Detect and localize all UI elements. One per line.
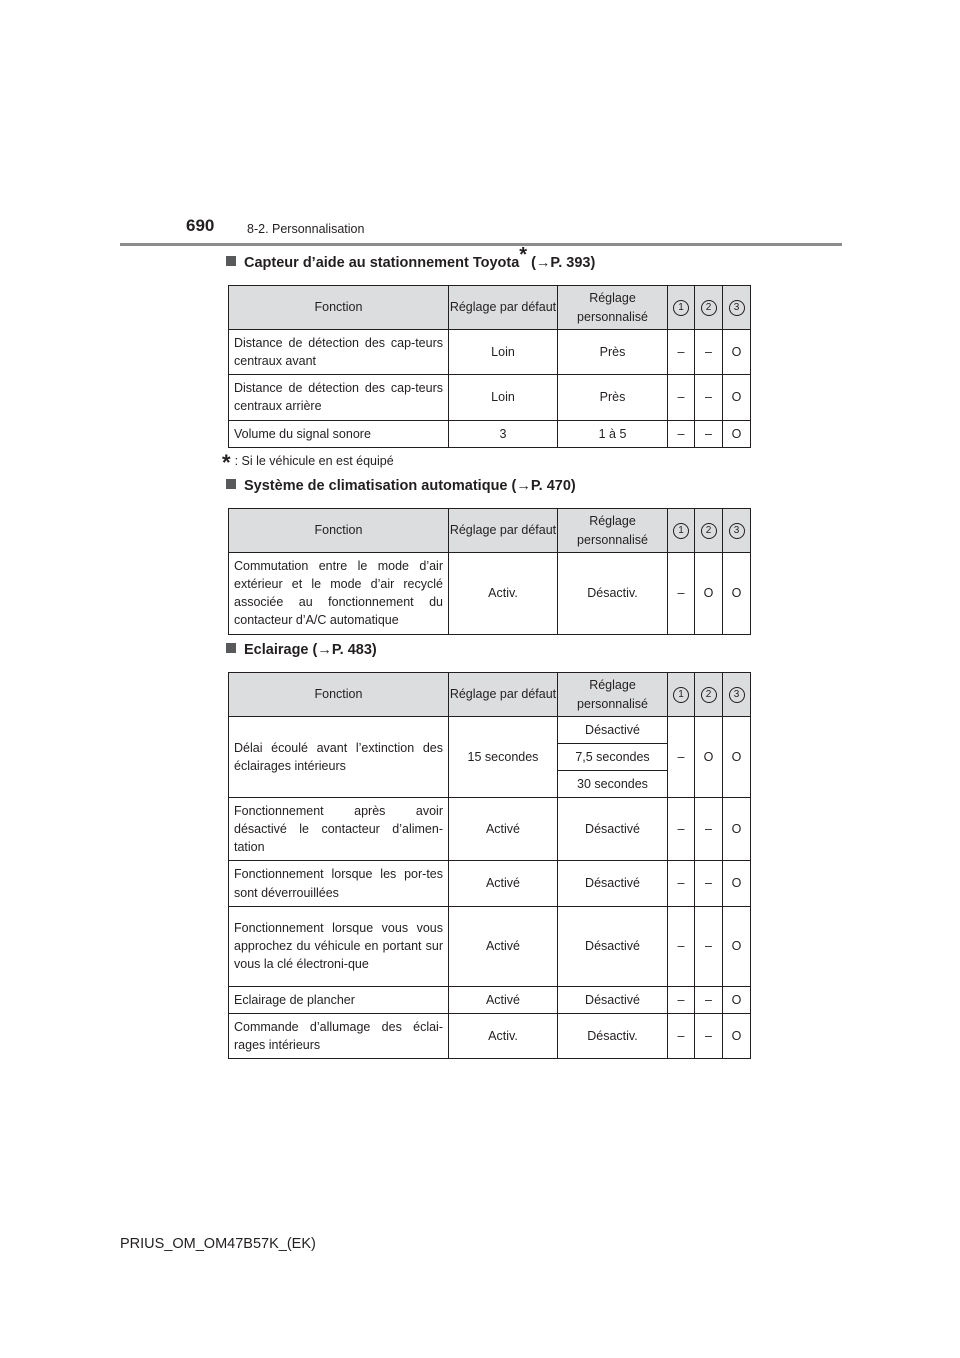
cell-custom: Près (558, 330, 668, 375)
cell-custom: Près (558, 375, 668, 420)
cell-custom: Désactiv. (558, 1013, 668, 1058)
table-row (229, 375, 751, 420)
cell-fonction: Distance de détection des cap-teurs centraux arrière (229, 375, 449, 420)
cell-c3: O (723, 861, 751, 906)
header-col-1 (668, 286, 695, 330)
header-col-3 (723, 286, 751, 330)
cell-custom: 1 à 5 (558, 420, 668, 447)
cell-default: Loin (449, 330, 558, 375)
table-row (229, 906, 751, 986)
circled-number-1: 1 (673, 523, 689, 539)
footnote-text: : Si le véhicule en est équipé (234, 454, 394, 468)
circled-number-2: 2 (701, 687, 717, 703)
header-custom: Réglage personnalisé (558, 673, 668, 717)
cell-fonction: Fonctionnement après avoir désactivé le contacteur d’alimen-tation (229, 798, 449, 861)
section-heading-climate (226, 478, 576, 494)
square-bullet-icon (226, 479, 236, 489)
cell-c1: – (668, 861, 695, 906)
header-col-3 (723, 673, 751, 717)
cell-c3: O (723, 1013, 751, 1058)
cell-c2: O (695, 553, 723, 635)
cell-custom-option: 30 secondes (558, 771, 668, 798)
cell-c1: – (668, 906, 695, 986)
table-row (229, 798, 751, 861)
cell-custom: Désactivé (558, 986, 668, 1013)
climate-table (228, 508, 751, 635)
circled-number-1: 1 (673, 300, 689, 316)
lighting-table (228, 672, 751, 1059)
header-rule (120, 243, 842, 246)
table-row (229, 553, 751, 635)
cell-default: 3 (449, 420, 558, 447)
circled-number-2: 2 (701, 523, 717, 539)
cell-c1: – (668, 986, 695, 1013)
table-header-row (229, 286, 751, 330)
cell-c3: O (723, 717, 751, 798)
document-code: PRIUS_OM_OM47B57K_(EK) (120, 1236, 316, 1252)
section-heading-parking-sensor (226, 244, 596, 271)
table-row (229, 986, 751, 1013)
circled-number-2: 2 (701, 300, 717, 316)
cell-c1: – (668, 798, 695, 861)
cell-c3: O (723, 420, 751, 447)
header-fonction: Fonction (229, 509, 449, 553)
cell-c3: O (723, 906, 751, 986)
cell-default: Activé (449, 861, 558, 906)
cell-c1: – (668, 420, 695, 447)
header-default: Réglage par défaut (449, 509, 558, 553)
cell-default: Activ. (449, 553, 558, 635)
cell-c2: – (695, 420, 723, 447)
heading-title: Capteur d’aide au stationnement Toyota (244, 255, 520, 271)
header-custom: Réglage personnalisé (558, 509, 668, 553)
cell-c1: – (668, 553, 695, 635)
cell-default: Activé (449, 906, 558, 986)
cell-default: Activé (449, 798, 558, 861)
square-bullet-icon (226, 643, 236, 653)
cell-c1: – (668, 1013, 695, 1058)
cell-custom: Désactivé (558, 798, 668, 861)
cell-c3: O (723, 375, 751, 420)
cell-fonction: Délai écoulé avant l’extinction des éclairages intérieurs (229, 717, 449, 798)
page-number: 690 (186, 216, 215, 235)
footnote (222, 450, 394, 476)
table-row (229, 861, 751, 906)
header-col-1 (668, 673, 695, 717)
cell-fonction: Fonctionnement lorsque vous vous approchez du véhicule en portant sur vous la clé électroni-que (229, 906, 449, 986)
header-col-2 (695, 509, 723, 553)
cell-fonction: Commutation entre le mode d’air extérieur et le mode d’air recyclé associée au fonctionnement du contacteur d’A/C automatique (229, 553, 449, 635)
header-fonction: Fonction (229, 673, 449, 717)
heading-title: Eclairage (244, 642, 309, 658)
heading-ref: (→P. 483) (308, 642, 377, 658)
cell-c2: – (695, 330, 723, 375)
header-custom: Réglage personnalisé (558, 286, 668, 330)
header-col-1 (668, 509, 695, 553)
cell-c3: O (723, 798, 751, 861)
cell-default: Loin (449, 375, 558, 420)
header-fonction: Fonction (229, 286, 449, 330)
cell-fonction: Commande d’allumage des éclai-rages intérieurs (229, 1013, 449, 1058)
cell-c1: – (668, 375, 695, 420)
footnote-asterisk: * (222, 450, 231, 475)
cell-c3: O (723, 330, 751, 375)
cell-fonction: Fonctionnement lorsque les por-tes sont déverrouillées (229, 861, 449, 906)
cell-fonction: Distance de détection des cap-teurs centraux avant (229, 330, 449, 375)
table-row (229, 420, 751, 447)
cell-custom-option: 7,5 secondes (558, 744, 668, 771)
square-bullet-icon (226, 256, 236, 266)
cell-c2: – (695, 861, 723, 906)
cell-default: Activé (449, 986, 558, 1013)
header-col-3 (723, 509, 751, 553)
cell-c2: – (695, 906, 723, 986)
table-row (229, 1013, 751, 1058)
cell-c3: O (723, 986, 751, 1013)
cell-default: Activ. (449, 1013, 558, 1058)
table-row (229, 717, 751, 744)
cell-custom: Désactiv. (558, 553, 668, 635)
header-col-2 (695, 673, 723, 717)
table-header-row (229, 673, 751, 717)
header-col-2 (695, 286, 723, 330)
circled-number-3: 3 (729, 523, 745, 539)
cell-c2: – (695, 986, 723, 1013)
heading-ref: (→P. 393) (527, 255, 596, 271)
circled-number-3: 3 (729, 687, 745, 703)
cell-custom-option: Désactivé (558, 717, 668, 744)
heading-asterisk: * (519, 244, 528, 266)
cell-c2: – (695, 375, 723, 420)
cell-custom: Désactivé (558, 861, 668, 906)
cell-c2: – (695, 1013, 723, 1058)
cell-c1: – (668, 330, 695, 375)
cell-fonction: Volume du signal sonore (229, 420, 449, 447)
circled-number-1: 1 (673, 687, 689, 703)
cell-default: 15 secondes (449, 717, 558, 798)
table-row (229, 330, 751, 375)
cell-c3: O (723, 553, 751, 635)
heading-title: Système de climatisation automatique (244, 478, 508, 494)
heading-ref: (→P. 470) (507, 478, 576, 494)
cell-c1: – (668, 717, 695, 798)
cell-c2: O (695, 717, 723, 798)
header-default: Réglage par défaut (449, 673, 558, 717)
circled-number-3: 3 (729, 300, 745, 316)
cell-c2: – (695, 798, 723, 861)
cell-fonction: Eclairage de plancher (229, 986, 449, 1013)
parking-sensor-table (228, 285, 751, 448)
section-label: 8-2. Personnalisation (247, 222, 365, 236)
section-heading-lighting (226, 642, 377, 658)
cell-custom: Désactivé (558, 906, 668, 986)
header-default: Réglage par défaut (449, 286, 558, 330)
table-header-row (229, 509, 751, 553)
